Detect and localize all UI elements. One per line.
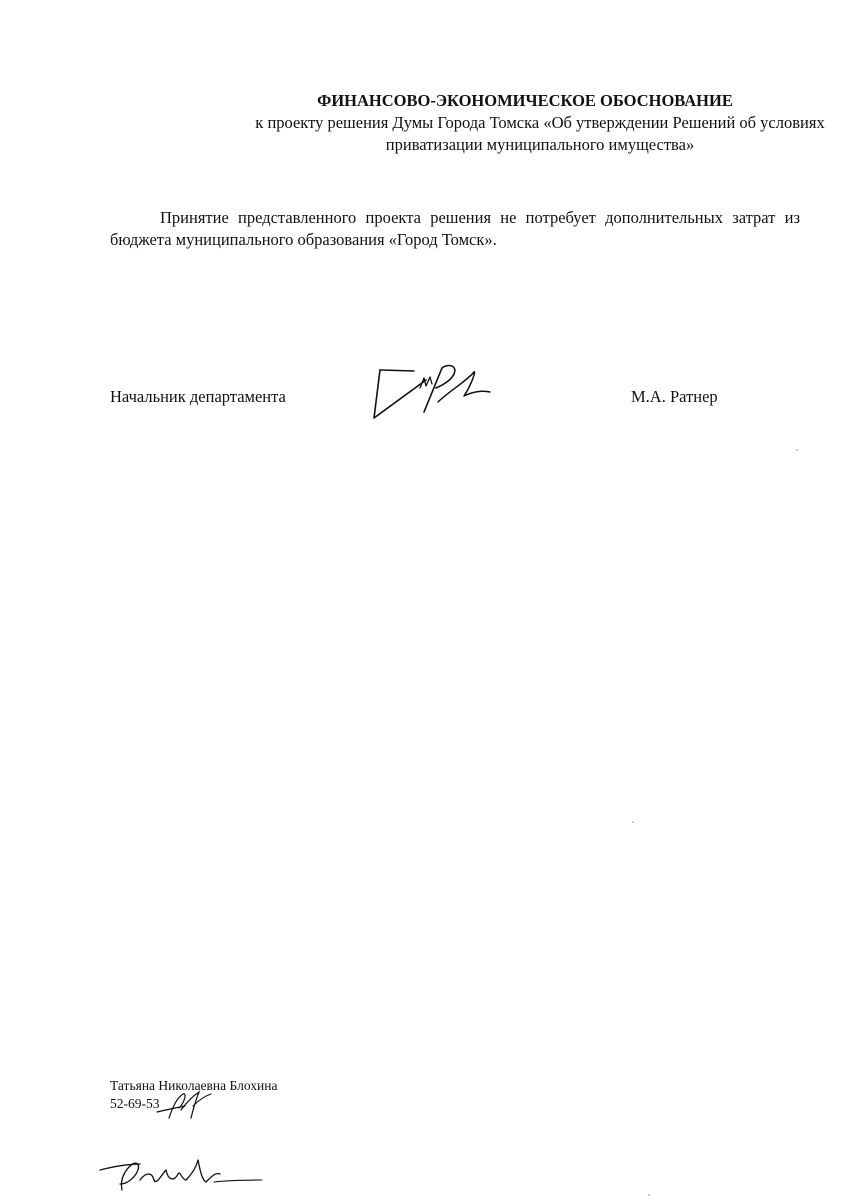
signatory-name: М.А. Ратнер <box>631 387 718 406</box>
scan-speck <box>796 449 798 451</box>
document-subtitle-line-2: приватизации муниципального имущества» <box>385 135 695 154</box>
document-title: ФИНАНСОВО-ЭКОНОМИЧЕСКОЕ ОБОСНОВАНИЕ <box>317 91 733 110</box>
scan-speck <box>632 821 634 823</box>
document-body: Принятие представленного проекта решения не потребует дополнительных затрат из бюджета муниципального образования «Город Томск». <box>110 208 800 249</box>
document-header <box>100 90 850 156</box>
bottom-signature-image <box>96 1150 266 1198</box>
executor-signature-image <box>155 1088 215 1122</box>
scan-speck <box>648 1194 650 1196</box>
signature-image <box>368 362 498 424</box>
executor-phone: 52-69-53 <box>110 1096 160 1111</box>
document-subtitle-line-1: к проекту решения Думы Города Томска «Об утверждении Решений об условиях <box>255 113 825 132</box>
signatory-position: Начальник департамента <box>110 387 286 406</box>
executor-name: Татьяна Николаевна Блохина <box>110 1078 278 1093</box>
